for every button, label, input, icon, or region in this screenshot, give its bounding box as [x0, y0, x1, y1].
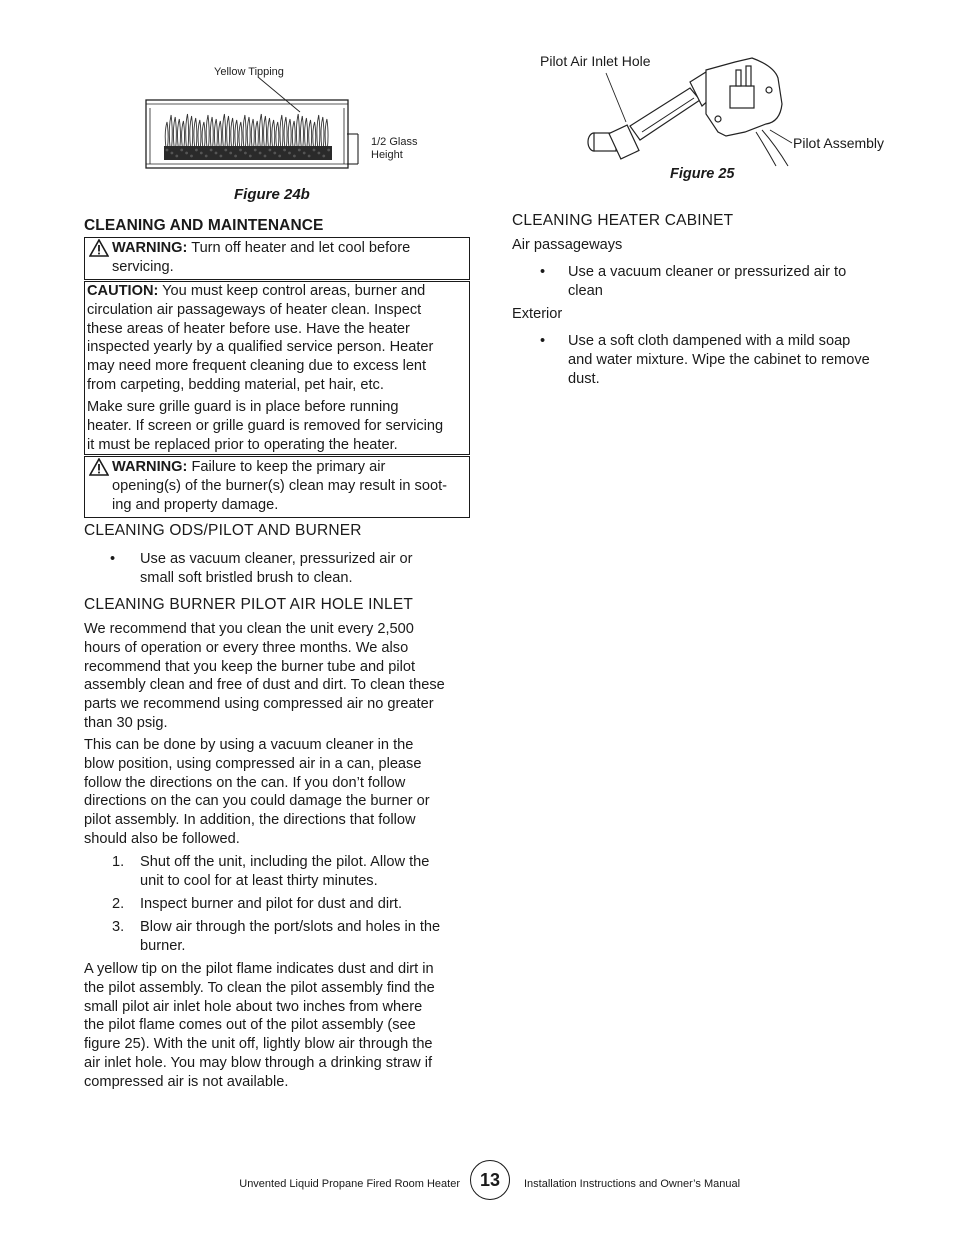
- flame-tip: [219, 121, 222, 148]
- flame-tip: [198, 120, 201, 148]
- burner-bed-texture: [313, 149, 316, 152]
- para-line: the pilot assembly. To clean the pilot assembly find the: [84, 979, 435, 996]
- burner-bed-texture: [254, 149, 257, 152]
- burner-bed-texture: [171, 152, 174, 155]
- figure-24b-illustration: [140, 60, 440, 180]
- flame-tip: [202, 122, 205, 148]
- ods-pilot-bullet-line1: Use as vacuum cleaner, pressurized air or: [140, 551, 413, 567]
- footer-right-text: Installation Instructions and Owner’s Manual: [524, 1178, 741, 1190]
- para-line: compressed air is not available.: [84, 1073, 289, 1090]
- warning1-text: Turn off heater and let cool before: [187, 240, 411, 256]
- cabinet-bullet2-line: and water mixture. Wipe the cabinet to remove: [568, 351, 870, 368]
- warning2-text-line3: ing and property damage.: [112, 497, 279, 513]
- burner-pilot-heading: CLEANING BURNER PILOT AIR HOLE INLET: [84, 596, 414, 613]
- flame-tip: [321, 117, 324, 148]
- burner-bed-texture: [278, 155, 281, 158]
- burner-pilot-para3: [84, 960, 435, 1092]
- para-line: than 30 psig.: [84, 714, 168, 731]
- label-glass-height-1: 1/2 Glass: [371, 136, 418, 148]
- cabinet-sub-air-passageways: Air passageways: [512, 237, 623, 253]
- burner-bed-texture: [249, 155, 252, 158]
- warning-box-2: [84, 456, 470, 518]
- caution-line: these areas of heater before use. Have the heater: [87, 320, 410, 337]
- burner-bed-texture: [244, 152, 247, 155]
- step-text-line1: Shut off the unit, including the pilot. Allow the: [140, 854, 430, 870]
- flame-tip: [264, 116, 267, 148]
- warning-triangle-icon: [89, 458, 109, 476]
- footer-left-text: Unvented Liquid Propane Fired Room Heater: [239, 1178, 460, 1190]
- warning2-text: Failure to keep the primary air: [187, 459, 386, 475]
- flame-tip: [178, 119, 181, 148]
- flame-tip: [309, 120, 312, 148]
- cleaning-maintenance-heading: CLEANING AND MAINTENANCE: [84, 217, 324, 234]
- flame-tip: [210, 117, 213, 148]
- flame-tip: [235, 120, 238, 148]
- step-text-line1: Blow air through the port/slots and holes in the: [140, 919, 441, 935]
- burner-bed-texture: [200, 152, 203, 155]
- flame-tip: [301, 116, 304, 148]
- warning2-text-line2: opening(s) of the burner(s) clean may result in soot-: [112, 478, 448, 494]
- flame-tip: [165, 122, 168, 148]
- para-line: blow position, using compressed air in a can, please: [84, 755, 422, 772]
- para-line: A yellow tip on the pilot flame indicates dust and dirt in: [84, 961, 434, 977]
- burner-bed-texture: [224, 149, 227, 152]
- ods-pilot-bullet-line2: small soft bristled brush to clean.: [140, 569, 353, 586]
- burner-bed-texture: [264, 155, 267, 158]
- ods-pilot-heading: CLEANING ODS/PILOT AND BURNER: [84, 522, 362, 539]
- flame-tip: [296, 114, 299, 148]
- burner-bed-texture: [303, 152, 306, 155]
- warning1-label: WARNING:: [112, 240, 188, 256]
- caution-para2-line: it must be replaced prior to operating the heater.: [87, 436, 398, 453]
- para-line: recommend that you keep the burner tube and pilot: [84, 658, 416, 675]
- figure-25-illustration: [530, 48, 910, 168]
- cabinet-bullet1-line2: clean: [568, 282, 603, 299]
- burner-bed-texture: [185, 152, 188, 155]
- burner-bed-texture: [288, 152, 291, 155]
- para-line: hours of operation or every three months. We also: [84, 639, 409, 656]
- burner-bed-texture: [239, 149, 242, 152]
- flame-tip: [325, 119, 328, 148]
- burner-bed-texture: [215, 152, 218, 155]
- burner-bed-texture: [229, 152, 232, 155]
- para-line: assembly clean and free of dust and dirt. To clean these: [84, 677, 445, 694]
- para-line: directions on the can you could damage the burner or: [84, 793, 430, 810]
- caution-para2-line: Make sure grille guard is in place before running: [87, 399, 399, 415]
- para-line: follow the directions on the can. If you don’t follow: [84, 774, 406, 791]
- burner-bed-texture: [308, 155, 311, 158]
- flame-tip: [231, 118, 234, 148]
- flame-tip: [186, 114, 189, 148]
- burner-bed-texture: [180, 149, 183, 152]
- burner-bed-texture: [322, 155, 325, 158]
- burner-bed-texture: [205, 155, 208, 158]
- para-line: should also be followed.: [84, 830, 240, 847]
- burner-bed-texture: [220, 155, 223, 158]
- label-yellow-tipping: Yellow Tipping: [214, 66, 284, 78]
- flame-tip: [194, 118, 197, 148]
- burner-bed-texture: [293, 155, 296, 158]
- flame-tip: [239, 122, 242, 148]
- cabinet-bullet1-line1: Use a vacuum cleaner or pressurized air to: [568, 264, 847, 280]
- flame-tip: [313, 122, 316, 148]
- para-line: air inlet hole. You may blow through a drinking straw if: [84, 1054, 433, 1071]
- burner-bed-texture: [298, 149, 301, 152]
- flame-tip: [292, 121, 295, 148]
- burner-bed-texture: [273, 152, 276, 155]
- label-glass-height-2: Height: [371, 149, 403, 161]
- flame-tip: [247, 117, 250, 148]
- burner-bed-texture: [269, 149, 272, 152]
- flame-tip: [284, 117, 287, 148]
- flame-tip: [280, 115, 283, 148]
- step-number: 2.: [112, 896, 125, 912]
- burner-bed-texture: [318, 152, 321, 155]
- para-line: parts we recommend using compressed air no greater: [84, 696, 434, 713]
- flame-tip: [223, 114, 226, 148]
- flame-tip: [260, 114, 263, 148]
- step-text-line1: Inspect burner and pilot for dust and dirt.: [140, 896, 403, 912]
- burner-pilot-para2: [84, 736, 430, 849]
- cabinet-sub-exterior: Exterior: [512, 306, 563, 322]
- caution-line: may need more frequent cleaning due to excess lent: [87, 358, 427, 375]
- flame-tip: [305, 118, 308, 148]
- burner-bed-texture: [175, 155, 178, 158]
- step-text-line2: unit to cool for at least thirty minutes.: [140, 872, 378, 889]
- caution-para2-line: heater. If screen or grille guard is removed for servicing: [87, 417, 444, 434]
- para-line: figure 25). With the unit off, lightly blow air through the: [84, 1036, 433, 1053]
- flame-tip: [276, 122, 279, 148]
- flame-tip: [255, 121, 258, 148]
- step-text-line2: burner.: [140, 937, 186, 954]
- burner-pilot-para1: [84, 620, 445, 733]
- para-line: the pilot flame comes out of the pilot assembly (see: [84, 1017, 416, 1034]
- flame-tip: [251, 119, 254, 148]
- warning-triangle-icon: [89, 239, 109, 257]
- para-line: We recommend that you clean the unit every 2,500: [84, 621, 414, 637]
- flame-tip: [317, 115, 320, 148]
- flame-tip: [182, 121, 185, 148]
- cabinet-bullet2-line: dust.: [568, 370, 600, 387]
- para-line: This can be done by using a vacuum cleaner in the: [84, 737, 414, 753]
- warning2-label: WARNING:: [112, 459, 188, 475]
- warning1-text-line2: servicing.: [112, 259, 174, 275]
- burner-bed-texture: [234, 155, 237, 158]
- bullet-icon: •: [540, 333, 546, 349]
- caution-line: from carpeting, bedding material, pet hair, etc.: [87, 376, 384, 393]
- burner-bed-texture: [327, 149, 330, 152]
- burner-bed-texture: [190, 155, 193, 158]
- flame-tip: [227, 116, 230, 148]
- burner-bed-texture: [195, 149, 198, 152]
- step-number: 1.: [112, 854, 125, 870]
- label-pilot-assembly: Pilot Assembly: [793, 135, 885, 151]
- flame-tip: [190, 116, 193, 148]
- caution-box: [84, 281, 470, 455]
- step-number: 3.: [112, 919, 125, 935]
- cabinet-bullet2-line: Use a soft cloth dampened with a mild soap: [568, 333, 851, 349]
- flame-tip: [288, 119, 291, 148]
- burner-bed-texture: [166, 149, 169, 152]
- caution-label: CAUTION:: [87, 283, 159, 299]
- flame-tip: [272, 120, 275, 148]
- warning-box-1: [84, 237, 470, 280]
- flame-tip: [243, 115, 246, 148]
- flame-tip: [173, 117, 176, 148]
- flame-tip: [214, 119, 217, 148]
- cabinet-heading: CLEANING HEATER CABINET: [512, 212, 734, 229]
- para-line: pilot assembly. In addition, the directions that follow: [84, 812, 416, 829]
- page-number: 13: [470, 1160, 510, 1200]
- caution-line: inspected yearly by a qualified service person. Heater: [87, 339, 434, 356]
- bullet-icon: •: [540, 264, 546, 280]
- bullet-icon: •: [110, 551, 116, 567]
- caution-line: circulation air passageways of heater clean. Inspect: [87, 301, 422, 318]
- para-line: small pilot air inlet hole about two inches from where: [84, 998, 423, 1015]
- label-pilot-air-inlet: Pilot Air Inlet Hole: [540, 53, 651, 69]
- burner-bed-texture: [259, 152, 262, 155]
- flame-tip: [169, 115, 172, 148]
- figure-25-caption: Figure 25: [670, 166, 735, 182]
- figure-24b-caption: Figure 24b: [234, 186, 310, 203]
- burner-bed-texture: [210, 149, 213, 152]
- caution-text: You must keep control areas, burner and: [158, 283, 426, 299]
- burner-bed-texture: [283, 149, 286, 152]
- flame-tip: [268, 118, 271, 148]
- flame-tip: [206, 115, 209, 148]
